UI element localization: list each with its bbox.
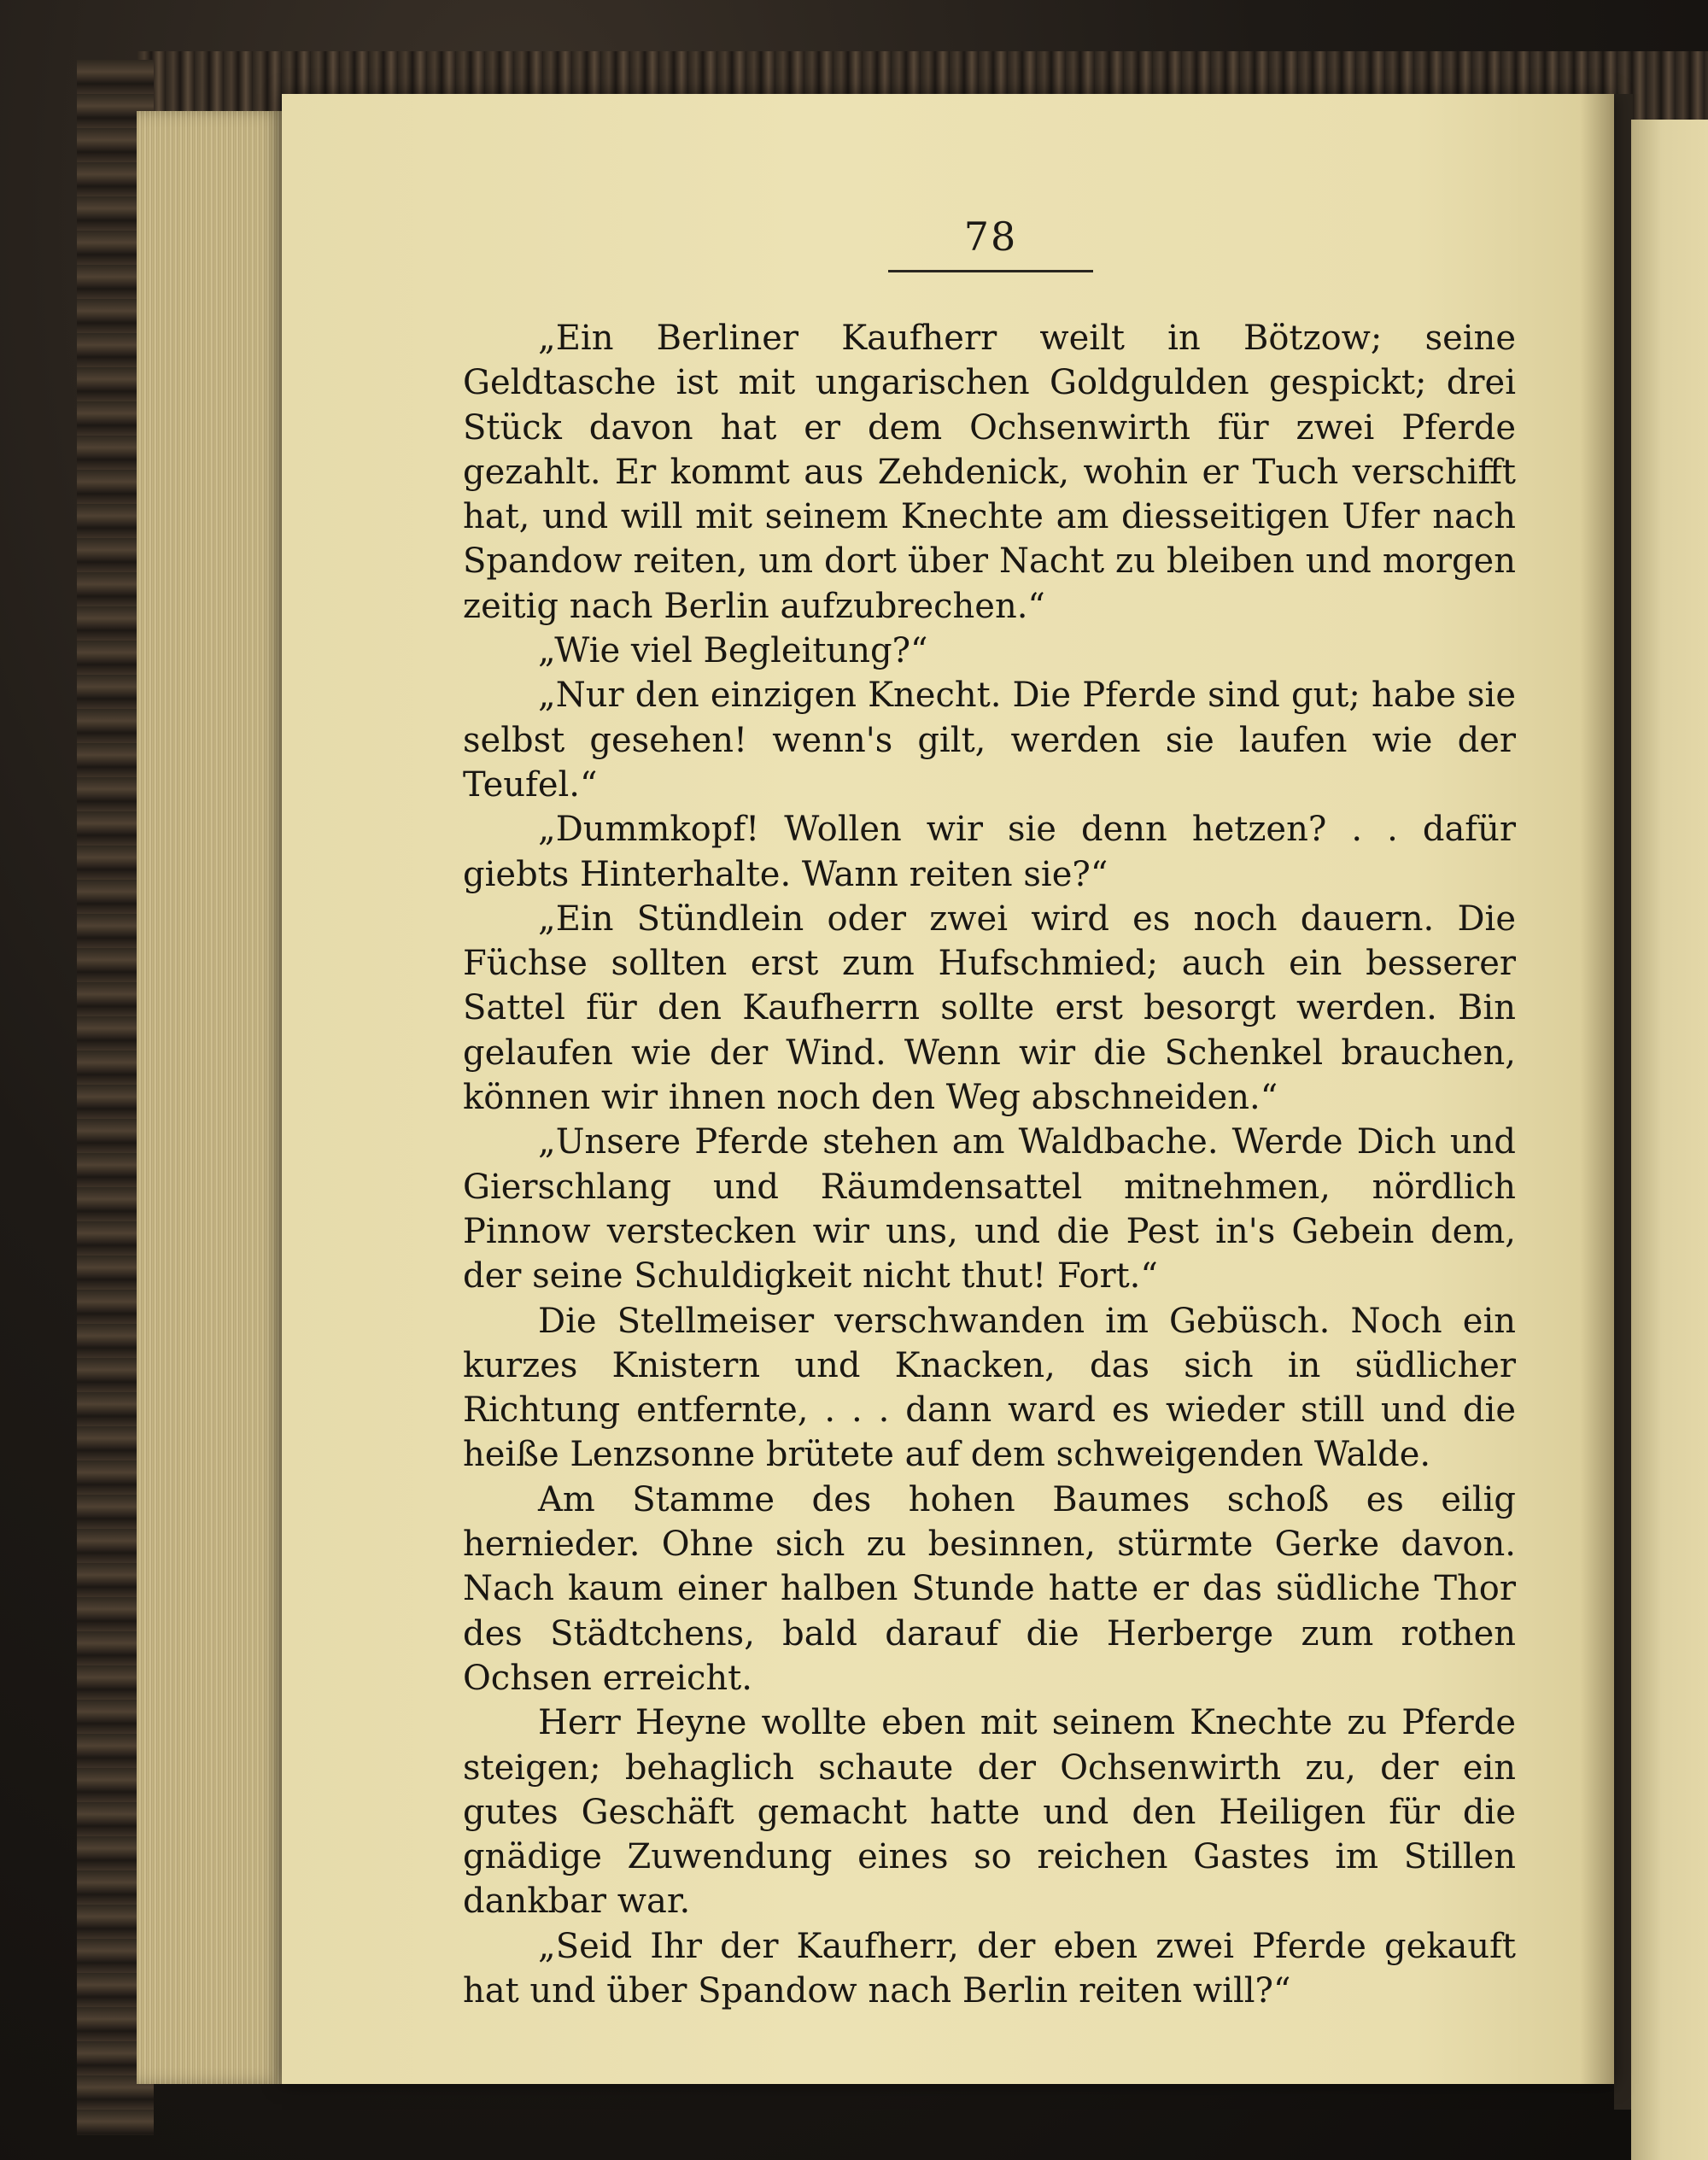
body-text bbox=[463, 316, 1516, 2013]
paragraph: „Nur den einzigen Knecht. Die Pferde sind gut; habe sie selbst gesehen! wenn's gilt, werden sie laufen wie der Teufel.“ bbox=[463, 676, 1516, 805]
adjacent-page bbox=[1631, 120, 1708, 2160]
header-rule bbox=[888, 270, 1093, 272]
page-edges bbox=[137, 111, 286, 2084]
page-number: 78 bbox=[963, 214, 1018, 260]
paragraph: Die Stellmeiser verschwanden im Gebüsch. Noch ein kurzes Knistern und Knacken, das sich in südlicher Richtung entfernte, . . . dann ward es wieder still und die heiße Lenzsonne brütete auf dem schweigenden Walde. bbox=[463, 1301, 1516, 1475]
paragraph: „Seid Ihr der Kaufherr, der eben zwei Pferde gekauft hat und über Spandow nach Berlin reiten will?“ bbox=[463, 1926, 1516, 2011]
paragraph: „Dummkopf! Wollen wir sie denn hetzen? . . dafür giebts Hinterhalte. Wann reiten sie?“ bbox=[463, 810, 1516, 894]
paragraph: „Ein Berliner Kaufherr weilt in Bötzow; seine Geldtasche ist mit ungarischen Goldgulden gespickt; drei Stück davon hat er dem Ochsenwirth für zwei Pferde gezahlt. Er kommt aus Zehdenick, wohin er Tuch verschifft hat, und will mit seinem Knechte am diesseitigen Ufer nach Spandow reiten, um dort über Nacht zu bleiben und morgen zeitig nach Berlin aufzubrechen.“ bbox=[463, 319, 1516, 626]
paragraph: „Wie viel Begleitung?“ bbox=[538, 631, 928, 671]
paragraph: „Ein Stündlein oder zwei wird es noch dauern. Die Füchse sollten erst zum Hufschmied; auch ein besserer Sattel für den Kaufherrn sollte erst besorgt werden. Bin gelaufen wie der Wind. Wenn wir die Schenkel brauchen, können wir ihnen noch den Weg abschneiden.“ bbox=[463, 899, 1516, 1118]
paragraph: „Unsere Pferde stehen am Waldbache. Werde Dich und Gierschlang und Räumdensattel mitnehmen, nördlich Pinnow verstecken wir uns, und die Pest in's Gebein dem, der seine Schuldigkeit nicht thut! Fort.“ bbox=[463, 1122, 1516, 1297]
gutter-shadow bbox=[1580, 94, 1614, 2084]
paragraph: Herr Heyne wollte eben mit seinem Knechte zu Pferde steigen; behaglich schaute der Ochsenwirth zu, der ein gutes Geschäft gemacht hatte und den Heiligen für die gnädige Zuwendung eines so reichen Gastes im Stillen dankbar war. bbox=[463, 1703, 1516, 1922]
spine-gap bbox=[1614, 94, 1633, 2110]
paragraph: Am Stamme des hohen Baumes schoß es eilig hernieder. Ohne sich zu besinnen, stürmte Gerke davon. Nach kaum einer halben Stunde hatte er das südliche Thor des Städtchens, bald darauf die Herberge zum rothen Ochsen erreicht. bbox=[463, 1479, 1516, 1698]
